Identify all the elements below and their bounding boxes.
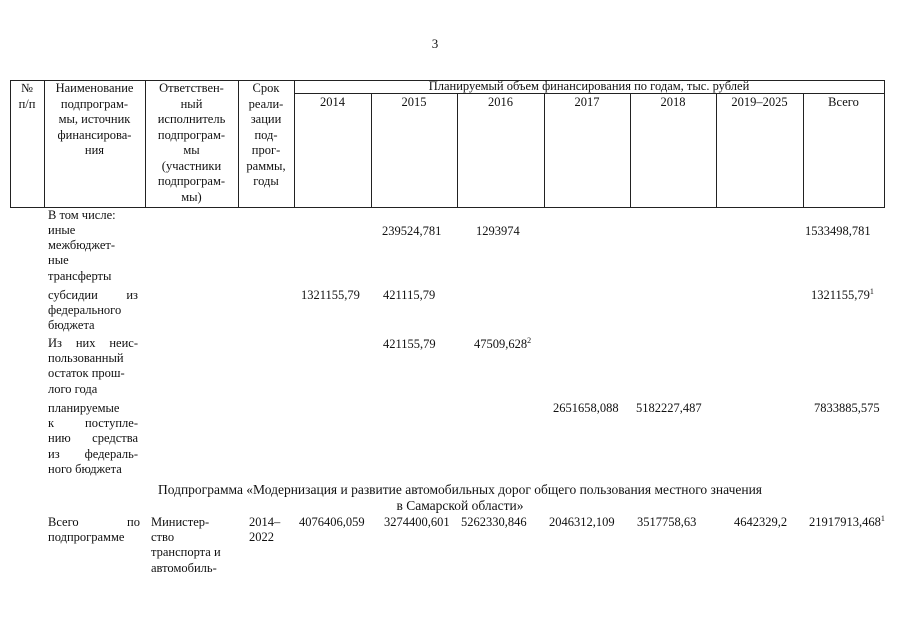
row-label-unused-remainder: Из них неис- пользованный остаток прош- лого года <box>48 336 138 396</box>
including-label: В том числе: <box>48 208 116 222</box>
cell-2015: 3274400,601 <box>384 515 450 529</box>
executor-cell: Министер- ство транспорта и автомобиль- <box>151 515 221 575</box>
row-label-federal-subsidies: субсидии из федерального бюджета <box>48 288 138 333</box>
header-year-2014: 2014 <box>320 95 345 109</box>
cell-2017: 2046312,109 <box>549 515 615 529</box>
cell-2018: 5182227,487 <box>636 401 702 415</box>
cell-2016: 1293974 <box>476 224 520 238</box>
header-year-total: Всего <box>828 95 859 109</box>
cell-2014: 4076406,059 <box>299 515 365 529</box>
cell-2018: 3517758,63 <box>637 515 697 529</box>
cell-total: 7833885,575 <box>814 401 880 415</box>
cell-2017: 2651658,088 <box>553 401 619 415</box>
header-col-name: Наименование подпрограм- мы, источник финансирова- ния <box>55 81 134 157</box>
cell-2014: 1321155,79 <box>301 288 360 302</box>
header-col-executor: Ответствен- ный исполнитель подпрограм- мы (участники подпрограм- мы) <box>157 81 226 204</box>
cell-2016: 47509,628$^2$ <box>474 335 532 351</box>
cell-total: 1321155,79$^1$ <box>811 286 874 302</box>
header-year-2016: 2016 <box>488 95 513 109</box>
page-number: 3 <box>431 36 439 51</box>
header-col-number: № п/п <box>18 81 36 111</box>
row-label-other-transfers: иные межбюджет- ные трансферты <box>48 223 115 283</box>
header-year-2018: 2018 <box>660 95 686 109</box>
cell-total: 1533498,781 <box>805 224 871 238</box>
header-year-2019-2025: 2019–2025 <box>731 95 788 109</box>
term-cell: 2014– 2022 <box>249 515 281 545</box>
cell-2019-2025: 4642329,2 <box>734 515 788 529</box>
cell-2015: 239524,781 <box>382 224 442 238</box>
header-year-2015: 2015 <box>401 95 427 109</box>
cell-2016: 5262330,846 <box>461 515 527 529</box>
cell-total: 21917913,468$^1$ <box>809 513 885 529</box>
header-col-term: Срок реали- зации под- прог- раммы, годы <box>246 81 286 188</box>
row-label-planned-federal: планируемые к поступле- нию средства из федераль- ного бюджета <box>48 401 138 476</box>
subprogram-title: Подпрограмма «Модернизация и развитие автомобильных дорог общего пользования местного значения в Самарской области» <box>157 482 763 513</box>
cell-2015: 421115,79 <box>383 288 436 302</box>
header-funding-title: Планируемый объем финансирования по годам, тыс. рублей <box>428 79 750 93</box>
row-label-subprogram-total: Всего по подпрограмме <box>48 515 140 545</box>
header-year-2017: 2017 <box>574 95 600 109</box>
cell-2015: 421155,79 <box>383 337 436 351</box>
